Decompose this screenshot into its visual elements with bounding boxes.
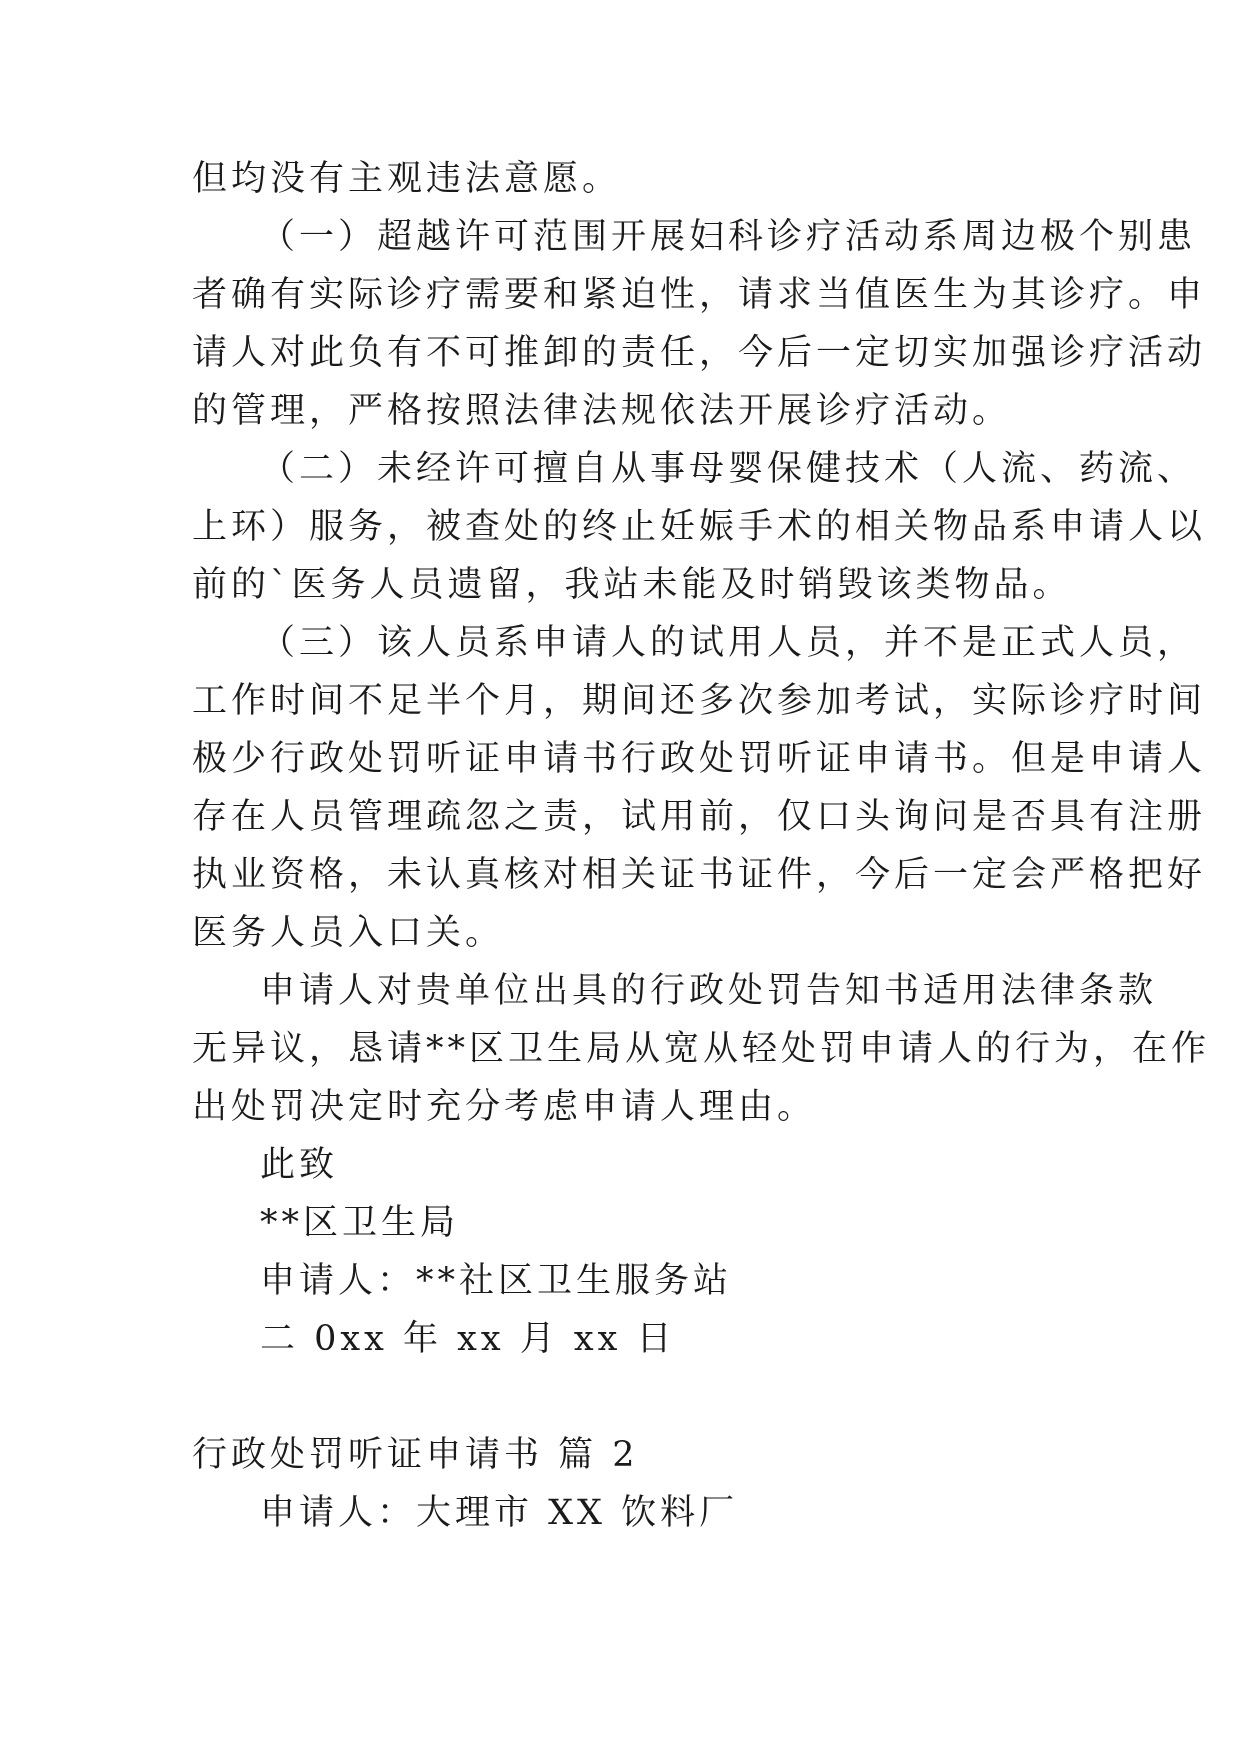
paragraph-line: 请人对此负有不可推卸的责任，今后一定切实加强诊疗活动 [192,333,1207,373]
paragraph-line: 医务人员入口关。 [192,913,505,953]
section-title: 行政处罚听证申请书 篇 2 [192,1435,639,1475]
paragraph-line: （二）未经许可擅自从事母婴保健技术（人流、药流、 [260,449,1197,489]
paragraph-line: 工作时间不足半个月，期间还多次参加考试，实际诊疗时间 [192,681,1207,721]
closing-recipient: **区卫生局 [260,1203,460,1243]
paragraph-line: 极少行政处罚听证申请书行政处罚听证申请书。但是申请人 [192,739,1207,779]
closing-date: 二 0xx 年 xx 月 xx 日 [260,1319,676,1359]
paragraph-line: 前的`医务人员遗留，我站未能及时销毁该类物品。 [192,565,1072,605]
paragraph-line: 无异议，恳请**区卫生局从宽从轻处罚申请人的行为，在作 [192,1029,1211,1069]
document-page [192,150,1211,1542]
paragraph-line: 出处罚决定时充分考虑申请人理由。 [192,1087,817,1127]
paragraph-line: 但均没有主观违法意愿。 [192,159,622,199]
paragraph-line: 的管理，严格按照法律法规依法开展诊疗活动。 [192,391,1012,431]
paragraph-line: （三）该人员系申请人的试用人员，并不是正式人员， [260,623,1197,663]
closing-salutation: 此致 [260,1145,339,1185]
section-applicant: 申请人：大理市 XX 饮料厂 [260,1493,739,1533]
paragraph-line: 申请人对贵单位出具的行政处罚告知书适用法律条款 [260,971,1158,1011]
paragraph-line: 存在人员管理疏忽之责，试用前，仅口头询问是否具有注册 [192,797,1207,837]
paragraph-line: 执业资格，未认真核对相关证书证件，今后一定会严格把好 [192,855,1207,895]
paragraph-line: 者确有实际诊疗需要和紧迫性，请求当值医生为其诊疗。申 [192,275,1207,315]
closing-applicant: 申请人：**社区卫生服务站 [260,1261,733,1301]
paragraph-line: （一）超越许可范围开展妇科诊疗活动系周边极个别患 [260,217,1197,257]
paragraph-line: 上环）服务，被查处的终止妊娠手术的相关物品系申请人以 [192,507,1207,547]
